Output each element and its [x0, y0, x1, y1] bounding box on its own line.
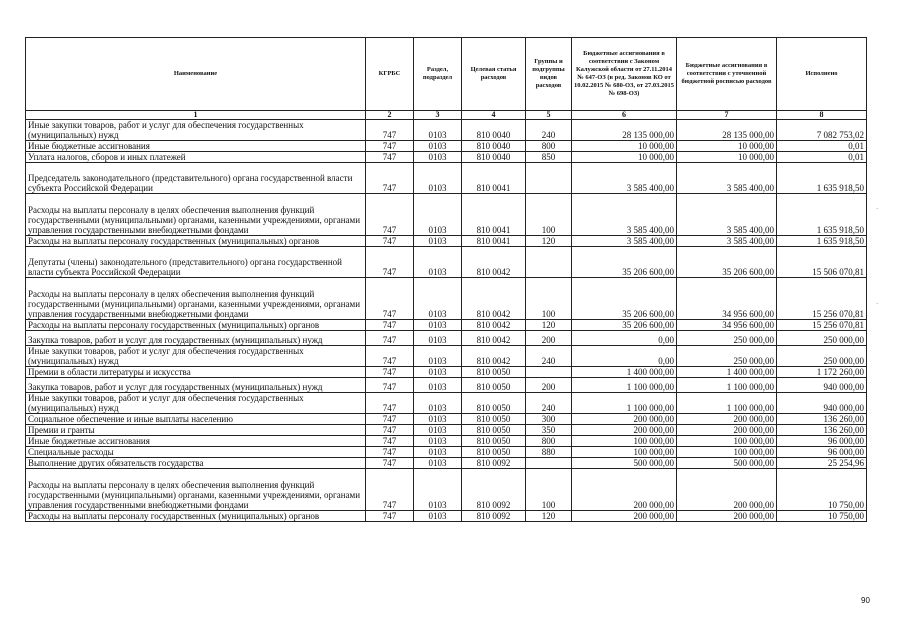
row-utoch: 3 585 400,00 [677, 163, 777, 194]
row-razdel: 0103 [414, 163, 462, 194]
col-num: 1 [26, 111, 366, 120]
col-num: 5 [526, 111, 572, 120]
row-vid [526, 367, 572, 378]
row-name: Премии в области литературы и искусства [26, 367, 366, 378]
row-ispoln: 7 082 753,02 [777, 120, 867, 141]
row-budget: 1 400 000,00 [572, 367, 677, 378]
row-name: Закупка товаров, работ и услуг для государственных (муниципальных) нужд [26, 378, 366, 393]
row-ispoln: 136 260,00 [777, 414, 867, 425]
row-kgrbs: 747 [366, 458, 414, 469]
row-vid: 800 [526, 141, 572, 152]
row-budget: 0,00 [572, 346, 677, 367]
row-utoch: 28 135 000,00 [677, 120, 777, 141]
row-ispoln: 10 750,00 [777, 469, 867, 511]
header-name: Наименование [26, 38, 366, 111]
row-kgrbs: 747 [366, 414, 414, 425]
row-kgrbs: 747 [366, 393, 414, 414]
table-row [26, 247, 867, 278]
row-budget: 0,00 [572, 331, 677, 346]
row-name: Расходы на выплаты персоналу в целях обеспечения выполнения функций государственными (муниципальными) органами, казенными учреждениями, органами управления государственными внебюджетными фондами [26, 194, 366, 236]
row-budget: 10 000,00 [572, 152, 677, 163]
row-statya: 810 0092 [462, 458, 526, 469]
row-razdel: 0103 [414, 447, 462, 458]
row-statya: 810 0092 [462, 511, 526, 522]
row-name: Расходы на выплаты персоналу в целях обеспечения выполнения функций государственными (муниципальными) органами, казенными учреждениями, органами управления государственными внебюджетными фондами [26, 469, 366, 511]
row-utoch: 1 100 000,00 [677, 393, 777, 414]
row-ispoln: 25 254,96 [777, 458, 867, 469]
row-kgrbs: 747 [366, 367, 414, 378]
row-vid: 120 [526, 320, 572, 331]
row-razdel: 0103 [414, 278, 462, 320]
row-utoch: 100 000,00 [677, 447, 777, 458]
row-name: Уплата налогов, сборов и иных платежей [26, 152, 366, 163]
row-vid: 880 [526, 447, 572, 458]
row-kgrbs: 747 [366, 320, 414, 331]
header-vid: Группы и подгруппы видов расходов [526, 38, 572, 111]
row-kgrbs: 747 [366, 141, 414, 152]
column-number-row [26, 111, 867, 120]
row-kgrbs: 747 [366, 194, 414, 236]
row-statya: 810 0040 [462, 120, 526, 141]
row-statya: 810 0040 [462, 141, 526, 152]
row-razdel: 0103 [414, 378, 462, 393]
col-num: 4 [462, 111, 526, 120]
row-name: Председатель законодательного (представительного) органа государственной власти субъекта Российской Федерации [26, 163, 366, 194]
row-kgrbs: 747 [366, 346, 414, 367]
row-utoch: 35 206 600,00 [677, 247, 777, 278]
row-budget: 200 000,00 [572, 414, 677, 425]
row-vid: 120 [526, 511, 572, 522]
row-statya: 810 0042 [462, 247, 526, 278]
row-ispoln: 15 256 070,81 [777, 320, 867, 331]
row-budget: 28 135 000,00 [572, 120, 677, 141]
row-razdel: 0103 [414, 346, 462, 367]
row-ispoln: 10 750,00 [777, 511, 867, 522]
row-ispoln: 96 000,00 [777, 436, 867, 447]
row-utoch: 3 585 400,00 [677, 236, 777, 247]
row-statya: 810 0042 [462, 278, 526, 320]
row-kgrbs: 747 [366, 511, 414, 522]
table-row [26, 141, 867, 152]
row-vid: 240 [526, 393, 572, 414]
row-kgrbs: 747 [366, 469, 414, 511]
row-utoch: 1 100 000,00 [677, 378, 777, 393]
row-ispoln: 1 635 918,50 [777, 163, 867, 194]
row-name: Иные закупки товаров, работ и услуг для обеспечения государственных (муниципальных) нужд [26, 393, 366, 414]
row-ispoln: 96 000,00 [777, 447, 867, 458]
row-vid: 100 [526, 469, 572, 511]
budget-document [25, 37, 866, 522]
table-row [26, 278, 867, 320]
row-kgrbs: 747 [366, 378, 414, 393]
row-utoch: 34 956 600,00 [677, 278, 777, 320]
table-row [26, 458, 867, 469]
row-razdel: 0103 [414, 469, 462, 511]
row-statya: 810 0050 [462, 414, 526, 425]
row-razdel: 0103 [414, 393, 462, 414]
row-vid: 240 [526, 120, 572, 141]
row-statya: 810 0041 [462, 236, 526, 247]
row-name: Иные бюджетные ассигнования [26, 436, 366, 447]
row-vid: 850 [526, 152, 572, 163]
row-utoch: 200 000,00 [677, 469, 777, 511]
budget-table [25, 37, 867, 522]
row-razdel: 0103 [414, 120, 462, 141]
row-kgrbs: 747 [366, 447, 414, 458]
col-num: 8 [777, 111, 867, 120]
table-row [26, 447, 867, 458]
row-budget: 3 585 400,00 [572, 236, 677, 247]
row-razdel: 0103 [414, 247, 462, 278]
row-ispoln: 0,01 [777, 152, 867, 163]
row-vid: 100 [526, 278, 572, 320]
col-num: 3 [414, 111, 462, 120]
row-razdel: 0103 [414, 141, 462, 152]
row-ispoln: 250 000,00 [777, 346, 867, 367]
row-utoch: 500 000,00 [677, 458, 777, 469]
row-kgrbs: 747 [366, 163, 414, 194]
table-row [26, 194, 867, 236]
row-ispoln: 1 635 918,50 [777, 236, 867, 247]
row-utoch: 200 000,00 [677, 425, 777, 436]
row-vid: 240 [526, 346, 572, 367]
row-name: Премии и гранты [26, 425, 366, 436]
row-kgrbs: 747 [366, 436, 414, 447]
row-budget: 35 206 600,00 [572, 247, 677, 278]
row-statya: 810 0050 [462, 447, 526, 458]
row-razdel: 0103 [414, 425, 462, 436]
row-razdel: 0103 [414, 414, 462, 425]
row-ispoln: 0,01 [777, 141, 867, 152]
header-kgrbs: КГРБС [366, 38, 414, 111]
table-row [26, 320, 867, 331]
row-utoch: 200 000,00 [677, 511, 777, 522]
row-budget: 3 585 400,00 [572, 163, 677, 194]
row-name: Выполнение других обязательств государства [26, 458, 366, 469]
row-kgrbs: 747 [366, 152, 414, 163]
row-budget: 100 000,00 [572, 436, 677, 447]
header-utoch: Бюджетные ассигнования в соответствии с уточненной бюджетной росписью расходов [677, 38, 777, 111]
row-ispoln: 940 000,00 [777, 378, 867, 393]
row-utoch: 100 000,00 [677, 436, 777, 447]
table-row [26, 236, 867, 247]
row-razdel: 0103 [414, 367, 462, 378]
row-ispoln: 15 256 070,81 [777, 278, 867, 320]
row-ispoln: 15 506 070,81 [777, 247, 867, 278]
table-row [26, 425, 867, 436]
col-num: 6 [572, 111, 677, 120]
page-number: 90 [861, 596, 870, 605]
header-razdel: Раздел, подраздел [414, 38, 462, 111]
header-ispoln: Исполнено [777, 38, 867, 111]
row-kgrbs: 747 [366, 331, 414, 346]
table-row [26, 414, 867, 425]
row-kgrbs: 747 [366, 236, 414, 247]
row-name: Иные закупки товаров, работ и услуг для обеспечения государственных (муниципальных) нужд [26, 120, 366, 141]
row-vid [526, 247, 572, 278]
row-razdel: 0103 [414, 152, 462, 163]
header-budget: Бюджетные ассигнования в соответствии с Законом Калужской области от 27.11.2014 № 647-ОЗ (в ред. Законов КО от 10.02.2015 № 680-ОЗ, от 27.03.2015 № 698-ОЗ) [572, 38, 677, 111]
row-budget: 1 100 000,00 [572, 378, 677, 393]
row-statya: 810 0050 [462, 367, 526, 378]
scan-mark: · [876, 300, 879, 308]
row-vid: 200 [526, 331, 572, 346]
table-row [26, 378, 867, 393]
row-vid: 800 [526, 436, 572, 447]
table-row [26, 436, 867, 447]
row-kgrbs: 747 [366, 247, 414, 278]
row-kgrbs: 747 [366, 425, 414, 436]
row-ispoln: 250 000,00 [777, 331, 867, 346]
row-budget: 3 585 400,00 [572, 194, 677, 236]
row-ispoln: 940 000,00 [777, 393, 867, 414]
row-razdel: 0103 [414, 194, 462, 236]
col-num: 2 [366, 111, 414, 120]
row-utoch: 200 000,00 [677, 414, 777, 425]
row-razdel: 0103 [414, 458, 462, 469]
row-name: Специальные расходы [26, 447, 366, 458]
table-row [26, 469, 867, 511]
row-statya: 810 0050 [462, 425, 526, 436]
row-name: Иные закупки товаров, работ и услуг для обеспечения государственных (муниципальных) нужд [26, 346, 366, 367]
row-razdel: 0103 [414, 331, 462, 346]
row-utoch: 1 400 000,00 [677, 367, 777, 378]
header-row [26, 38, 867, 111]
row-utoch: 10 000,00 [677, 141, 777, 152]
scan-mark: · [876, 205, 879, 213]
row-budget: 200 000,00 [572, 425, 677, 436]
row-statya: 810 0092 [462, 469, 526, 511]
row-utoch: 250 000,00 [677, 346, 777, 367]
row-razdel: 0103 [414, 320, 462, 331]
row-statya: 810 0050 [462, 436, 526, 447]
row-budget: 35 206 600,00 [572, 278, 677, 320]
row-statya: 810 0050 [462, 378, 526, 393]
row-name: Расходы на выплаты персоналу государственных (муниципальных) органов [26, 511, 366, 522]
row-utoch: 34 956 600,00 [677, 320, 777, 331]
row-name: Расходы на выплаты персоналу государственных (муниципальных) органов [26, 236, 366, 247]
row-kgrbs: 747 [366, 278, 414, 320]
row-name: Социальное обеспечение и иные выплаты населению [26, 414, 366, 425]
row-vid: 200 [526, 378, 572, 393]
row-utoch: 3 585 400,00 [677, 194, 777, 236]
row-razdel: 0103 [414, 511, 462, 522]
row-ispoln: 136 260,00 [777, 425, 867, 436]
row-budget: 100 000,00 [572, 447, 677, 458]
row-utoch: 250 000,00 [677, 331, 777, 346]
row-vid: 120 [526, 236, 572, 247]
row-budget: 200 000,00 [572, 469, 677, 511]
table-row [26, 367, 867, 378]
table-row [26, 393, 867, 414]
row-vid: 300 [526, 414, 572, 425]
table-row [26, 331, 867, 346]
row-budget: 10 000,00 [572, 141, 677, 152]
row-budget: 200 000,00 [572, 511, 677, 522]
row-statya: 810 0041 [462, 163, 526, 194]
row-statya: 810 0040 [462, 152, 526, 163]
table-row [26, 163, 867, 194]
row-budget: 35 206 600,00 [572, 320, 677, 331]
row-vid: 350 [526, 425, 572, 436]
row-kgrbs: 747 [366, 120, 414, 141]
row-name: Депутаты (члены) законодательного (представительного) органа государственной власти субъекта Российской Федерации [26, 247, 366, 278]
table-row [26, 346, 867, 367]
table-row [26, 152, 867, 163]
row-name: Расходы на выплаты персоналу государственных (муниципальных) органов [26, 320, 366, 331]
row-name: Иные бюджетные ассигнования [26, 141, 366, 152]
row-utoch: 10 000,00 [677, 152, 777, 163]
row-name: Закупка товаров, работ и услуг для государственных (муниципальных) нужд [26, 331, 366, 346]
row-ispoln: 1 635 918,50 [777, 194, 867, 236]
row-statya: 810 0041 [462, 194, 526, 236]
row-name: Расходы на выплаты персоналу в целях обеспечения выполнения функций государственными (муниципальными) органами, казенными учреждениями, органами управления государственными внебюджетными фондами [26, 278, 366, 320]
row-budget: 1 100 000,00 [572, 393, 677, 414]
header-statya: Целевая статья расходов [462, 38, 526, 111]
row-statya: 810 0042 [462, 346, 526, 367]
row-budget: 500 000,00 [572, 458, 677, 469]
row-vid [526, 458, 572, 469]
row-vid [526, 163, 572, 194]
row-vid: 100 [526, 194, 572, 236]
row-razdel: 0103 [414, 436, 462, 447]
table-row [26, 511, 867, 522]
table-row [26, 120, 867, 141]
row-ispoln: 1 172 260,00 [777, 367, 867, 378]
row-statya: 810 0050 [462, 393, 526, 414]
row-statya: 810 0042 [462, 320, 526, 331]
row-statya: 810 0042 [462, 331, 526, 346]
col-num: 7 [677, 111, 777, 120]
row-razdel: 0103 [414, 236, 462, 247]
